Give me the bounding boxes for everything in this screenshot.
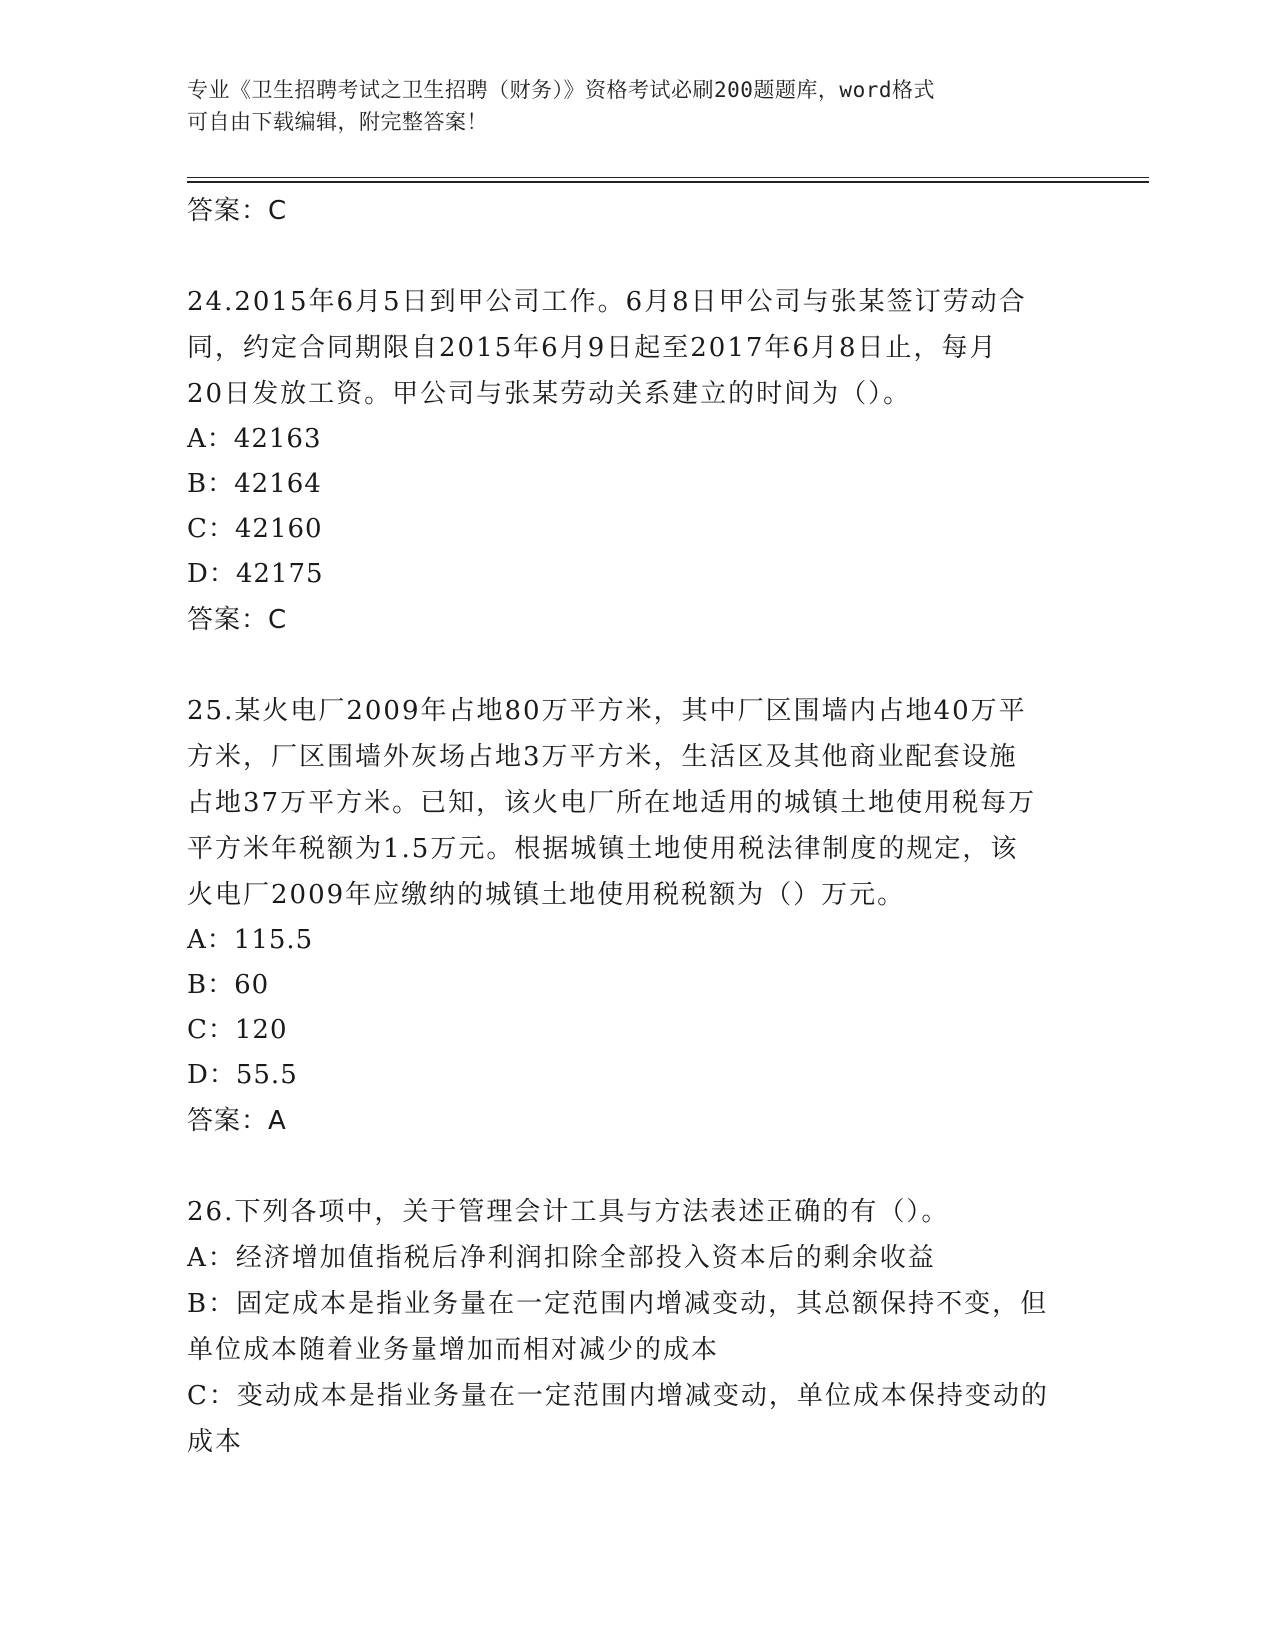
option-a: A：42163 (187, 424, 322, 454)
question-text-line: 火电厂2009年应缴纳的城镇土地使用税税额为（）万元。 (187, 880, 906, 910)
answer-line: 答案：C (187, 196, 288, 226)
question-text-line: 平方米年税额为1.5万元。根据城镇土地使用税法律制度的规定，该 (187, 834, 1019, 864)
option-b: B：42164 (187, 469, 322, 499)
header-line-1: 专业《卫生招聘考试之卫生招聘（财务）》资格考试必刷200题题库，word格式 (187, 78, 935, 102)
option-b: B：60 (187, 970, 270, 1000)
option-c: C：变动成本是指业务量在一定范围内增减变动，单位成本保持变动的 (187, 1381, 1049, 1411)
document-header (187, 74, 1067, 138)
question-text-line: 20日发放工资。甲公司与张某劳动关系建立的时间为（）。 (187, 379, 912, 409)
answer-line: 答案：A (187, 1106, 287, 1136)
option-b-continued: 单位成本随着业务量增加而相对减少的成本 (187, 1335, 720, 1365)
question-text-line: 26.下列各项中，关于管理会计工具与方法表述正确的有（）。 (187, 1197, 950, 1227)
option-a: A：经济增加值指税后净利润扣除全部投入资本后的剩余收益 (187, 1243, 936, 1273)
question-block (187, 1189, 1087, 1465)
option-a: A：115.5 (187, 925, 314, 955)
header-divider-thin (187, 177, 1149, 178)
question-text-line: 方米，厂区围墙外灰场占地3万平方米，生活区及其他商业配套设施 (187, 742, 1018, 772)
question-block (187, 688, 1087, 1144)
option-d: D：42175 (187, 559, 324, 589)
answer-line: 答案：C (187, 605, 288, 635)
option-c: C：42160 (187, 514, 323, 544)
question-text-line: 25.某火电厂2009年占地80万平方米，其中厂区围墙内占地40万平 (187, 696, 1027, 726)
option-b: B：固定成本是指业务量在一定范围内增减变动，其总额保持不变，但 (187, 1289, 1049, 1319)
spacer (187, 234, 1087, 279)
document-body (187, 188, 1087, 1465)
question-text-line: 24.2015年6月5日到甲公司工作。6月8日甲公司与张某签订劳动合 (187, 287, 1027, 317)
option-d: D：55.5 (187, 1060, 298, 1090)
option-c: C：120 (187, 1015, 288, 1045)
question-block (187, 279, 1087, 643)
option-c-continued: 成本 (187, 1427, 244, 1457)
header-line-2: 可自由下载编辑，附完整答案！ (187, 110, 488, 134)
spacer (187, 643, 1087, 688)
header-divider-thick (187, 181, 1149, 183)
question-text-line: 占地37万平方米。已知，该火电厂所在地适用的城镇土地使用税每万 (187, 788, 1037, 818)
question-text-line: 同，约定合同期限自2015年6月9日起至2017年6月8日止，每月 (187, 333, 998, 363)
spacer (187, 1144, 1087, 1189)
